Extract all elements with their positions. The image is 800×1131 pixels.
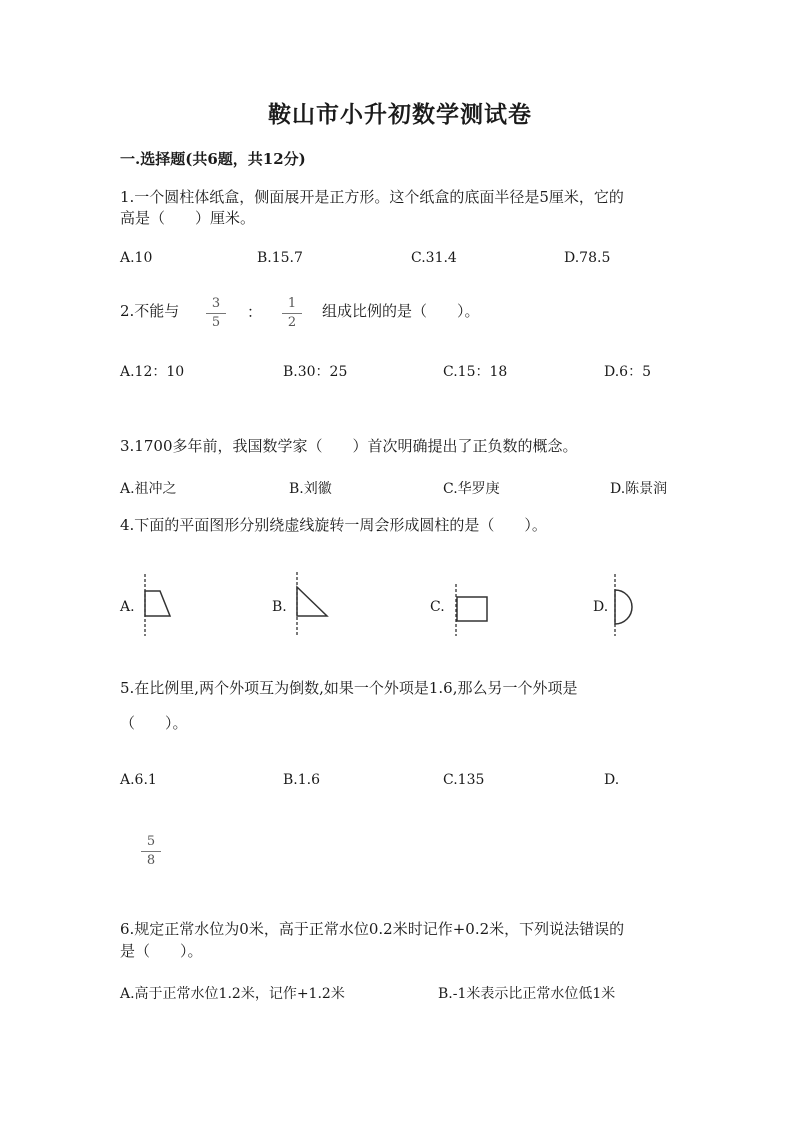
fraction-denominator: 2: [287, 315, 297, 330]
question-6-line1: 6.规定正常水位为0米，高于正常水位0.2米时记作+0.2米，下列说法错误的: [120, 920, 625, 938]
q1-option-b: B.15.7: [257, 250, 303, 266]
triangle-icon: [290, 572, 332, 636]
question-5-line1: 5.在比例里,两个外项互为倒数,如果一个外项是1.6,那么另一个外项是: [120, 679, 578, 697]
q3-option-b: B.刘徽: [289, 481, 332, 497]
q3-option-d: D.陈景润: [610, 481, 668, 497]
fraction-denominator: 8: [146, 853, 156, 868]
semicircle-icon: [608, 574, 640, 636]
q4-option-b: B.: [272, 599, 287, 615]
question-1-line1: 1.一个圆柱体纸盒，侧面展开是正方形。这个纸盒的底面半径是5厘米，它的: [120, 188, 624, 206]
q1-option-c: C.31.4: [411, 250, 457, 266]
q3-option-a: A.祖冲之: [120, 481, 177, 497]
fraction-3-5: [206, 296, 226, 331]
question-2-prefix: 2.不能与: [120, 302, 180, 320]
q1-option-a: A.10: [120, 250, 153, 266]
q4-option-c: C.: [430, 599, 445, 615]
q6-option-a: A.高于正常水位1.2米，记作+1.2米: [120, 986, 345, 1002]
fraction-bar: [141, 851, 161, 852]
fraction-bar: [206, 313, 226, 314]
q2-option-b: B.30：25: [283, 364, 348, 380]
page-title: 鞍山市小升初数学测试卷: [268, 101, 532, 128]
fraction-5-8: [141, 834, 161, 869]
q6-option-b: B.-1米表示比正常水位低1米: [438, 986, 616, 1002]
q4-option-a: A.: [120, 599, 135, 615]
fraction-numerator: 5: [146, 834, 156, 849]
q4-option-d: D.: [593, 599, 609, 615]
q2-option-c: C.15：18: [443, 364, 508, 380]
section-heading: 一.选择题(共6题，共12分): [120, 150, 306, 168]
q5-option-c: C.135: [443, 772, 485, 788]
question-2-suffix: 组成比例的是（ ）。: [322, 302, 480, 320]
ratio-colon: ：: [247, 303, 263, 321]
q2-option-a: A.12：10: [120, 364, 185, 380]
trapezoid-icon: [138, 574, 178, 636]
question-5-line2: （ ）。: [120, 714, 188, 732]
question-1-line2: 高是（ ）厘米。: [120, 209, 256, 227]
fraction-bar: [282, 313, 302, 314]
q5-option-d: D.: [604, 772, 620, 788]
fraction-numerator: 1: [287, 296, 297, 311]
q1-option-d: D.78.5: [564, 250, 611, 266]
rectangle-icon: [449, 584, 491, 636]
q2-option-d: D.6：5: [604, 364, 651, 380]
q3-option-c: C.华罗庚: [443, 481, 500, 497]
question-6-line2: 是（ ）。: [120, 942, 203, 960]
question-3: 3.1700多年前，我国数学家（ ）首次明确提出了正负数的概念。: [120, 437, 578, 455]
question-4: 4.下面的平面图形分别绕虚线旋转一周会形成圆柱的是（ ）。: [120, 516, 547, 534]
fraction-numerator: 3: [211, 296, 221, 311]
fraction-denominator: 5: [211, 315, 221, 330]
q5-option-a: A.6.1: [120, 772, 157, 788]
q5-option-b: B.1.6: [283, 772, 321, 788]
fraction-1-2: [282, 296, 302, 331]
